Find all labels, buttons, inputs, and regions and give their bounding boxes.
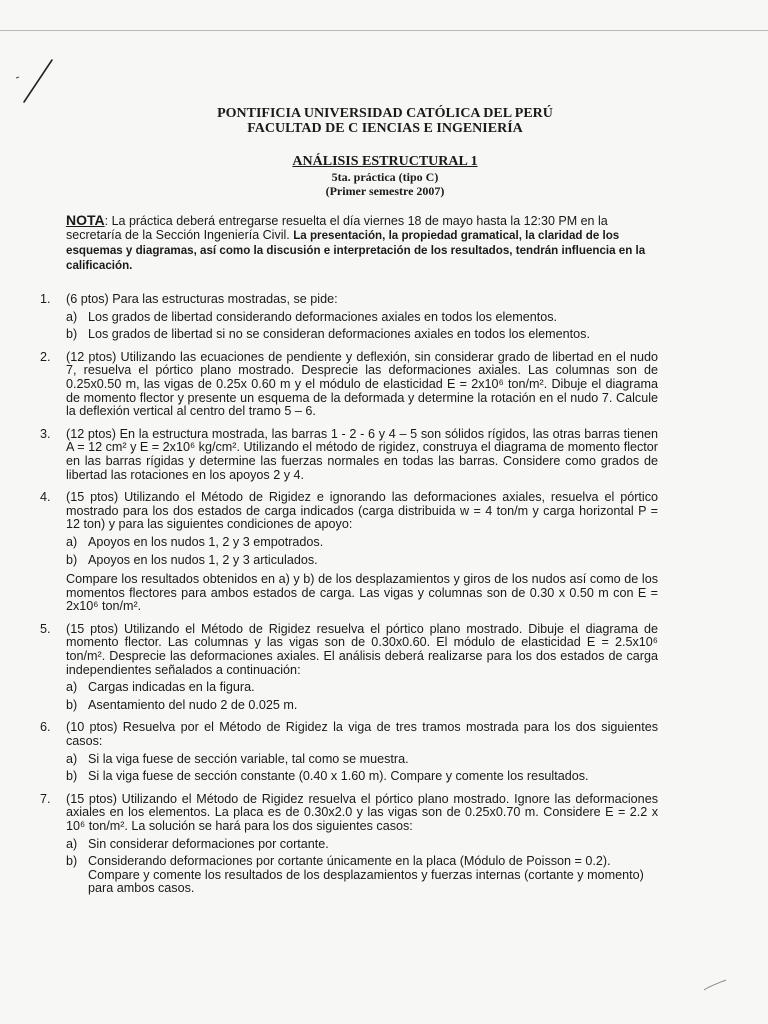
- nota-label: NOTA: [66, 212, 105, 228]
- subitem-letter: b): [66, 854, 78, 869]
- subitem-text: Asentamiento del nudo 2 de 0.025 m.: [88, 697, 298, 712]
- course-title: ANÁLISIS ESTRUCTURAL 1: [292, 154, 478, 169]
- question-number: 1.: [40, 292, 51, 306]
- subitem-text: Los grados de libertad si no se consideran deformaciones axiales en todos los elementos.: [88, 327, 590, 342]
- subitem-letter: b): [66, 769, 78, 784]
- question-text: (15 ptos) Utilizando el Método de Rigidez resuelva el pórtico plano mostrado. Ignore las deformaciones axiales en los elementos. La placa es de 0.30x2.0 y las vigas son de 0.25x0.70 m. Considere E = 2.2 x 10⁶ ton/m². La solución se hará para los dos siguientes casos:: [66, 791, 658, 833]
- subitem-letter: a): [66, 751, 78, 766]
- question-6: [40, 721, 658, 783]
- institution-name: PONTIFICIA UNIVERSIDAD CATÓLICA DEL PERÚ: [217, 106, 553, 121]
- document-header: [150, 106, 620, 198]
- question-text: (15 ptos) Utilizando el Método de Rigidez resuelva el pórtico plano mostrado. Dibuje el diagrama de momento flector. Las columnas y las vigas son de 0.30x0.60. El módulo de elasticidad E = 2.5x10⁶ ton/m². Desprecie las deformaciones axiales. El análisis deberá realizarse para los dos estados de carga independientes señalados a continuación:: [66, 621, 658, 677]
- question-text: (15 ptos) Utilizando el Método de Rigidez e ignorando las deformaciones axiales, resuelva el pórtico mostrado para los dos estados de carga indicados (carga distribuida w = 4 ton/m y carga horizontal P = 12 ton) y para las siguientes condiciones de apoyo:: [66, 490, 658, 532]
- subitem-letter: b): [66, 327, 78, 342]
- question-number: 7.: [40, 791, 51, 806]
- question-1: [40, 293, 658, 342]
- question-subitem: [66, 855, 658, 896]
- question-subitem: [66, 770, 658, 784]
- subitem-letter: b): [66, 552, 78, 567]
- subitem-letter: a): [66, 680, 78, 695]
- nota-paragraph: [66, 213, 666, 273]
- question-4: [40, 491, 658, 614]
- question-text: (12 ptos) En la estructura mostrada, las barras 1 - 2 - 6 y 4 – 5 son sólidos rígidos, las otras barras tienen A = 12 cm² y E = 2x10⁶ kg/cm². Utilizando el método de rigidez, construya el diagrama de momento flector en las barras rígidas y determine las fuerzas normales en todas las barras. Considere como grados de libertad las rotaciones en los apoyos 2 y 4.: [66, 426, 658, 482]
- subitem-letter: b): [66, 697, 78, 712]
- faculty-name: FACULTAD DE C IENCIAS E INGENIERÍA: [247, 121, 523, 136]
- question-text: (10 ptos) Resuelva por el Método de Rigidez la viga de tres tramos mostrada para los dos siguientes casos:: [66, 720, 658, 749]
- pen-stroke-mark: [14, 58, 60, 106]
- subitem-text: Los grados de libertad considerando deformaciones axiales en todos los elementos.: [88, 309, 558, 324]
- question-5: [40, 623, 658, 713]
- question-subitem: [66, 554, 658, 568]
- question-subitem: [66, 328, 658, 342]
- question-text: (12 ptos) Utilizando las ecuaciones de pendiente y deflexión, sin considerar grado de libertad en el nudo 7, resuelva el pórtico plano mostrado. Desprecie las deformaciones axiales. Las columnas son de 0.25x0.50 m, las vigas de 0.25x 0.60 m y el módulo de elasticidad E = 2x10⁶ ton/m². Dibuje el diagrama de momento flector y presente un esquema de la deformada y determine la rotación en el nudo 7. Calcule la deflexión vertical al centro del tramo 5 – 6.: [66, 349, 658, 419]
- question-7: [40, 793, 658, 896]
- question-text: (6 ptos) Para las estructuras mostradas, se pide:: [66, 292, 338, 306]
- question-subitem: [66, 753, 658, 767]
- question-3: [40, 428, 658, 482]
- practice-label: 5ta. práctica (tipo C): [331, 170, 439, 184]
- subitem-letter: a): [66, 534, 78, 549]
- questions-list: [40, 293, 658, 905]
- question-subitem: [66, 681, 658, 695]
- question-subitem: [66, 838, 658, 852]
- question-number: 4.: [40, 490, 51, 505]
- subitem-text: Si la viga fuese de sección constante (0.40 x 1.60 m). Compare y comente los resultados.: [88, 769, 589, 784]
- stray-pen-mark: [700, 976, 730, 994]
- question-number: 6.: [40, 720, 51, 735]
- question-subitem: [66, 536, 658, 550]
- subitem-text: Sin considerar deformaciones por cortante.: [88, 836, 329, 851]
- subitem-text: Apoyos en los nudos 1, 2 y 3 empotrados.: [88, 534, 324, 549]
- subitem-text: Apoyos en los nudos 1, 2 y 3 articulados.: [88, 552, 318, 567]
- question-2: [40, 351, 658, 419]
- subitem-letter: a): [66, 836, 78, 851]
- semester-label: (Primer semestre 2007): [325, 184, 445, 198]
- subitem-text: Si la viga fuese de sección variable, tal como se muestra.: [88, 751, 409, 766]
- question-number: 3.: [40, 426, 51, 441]
- scan-edge-line: [0, 30, 768, 31]
- subitem-text: Considerando deformaciones por cortante únicamente en la placa (Módulo de Poisson = 0.2). Compare y comente los resultados de los desplazamientos y fuerzas internas (cortante y momento) para ambos casos.: [88, 854, 644, 896]
- question-number: 5.: [40, 621, 51, 636]
- question-number: 2.: [40, 349, 51, 364]
- question-subitem: [66, 699, 658, 713]
- subitem-text: Cargas indicadas en la figura.: [88, 680, 255, 695]
- nota-bold-text: La presentación, la propiedad gramatical, la claridad de los esquemas y diagramas, así como la discusión e interpretación de los resultados, tendrán influencia en la calificación.: [66, 229, 646, 272]
- nota-text: : La práctica deberá entregarse resuelta el día viernes 18 de mayo hasta la 12:30 PM en la secretaría de la Sección Ingeniería Civil.: [66, 214, 608, 242]
- subitem-letter: a): [66, 309, 78, 324]
- question-followup-text: Compare los resultados obtenidos en a) y b) de los desplazamientos y giros de los nudos así como de los momentos flectores para ambos estados de carga. Las vigas y columnas son de 0.30 x 0.50 m con E = 2x10⁶ ton/m².: [66, 572, 658, 614]
- question-subitem: [66, 311, 658, 325]
